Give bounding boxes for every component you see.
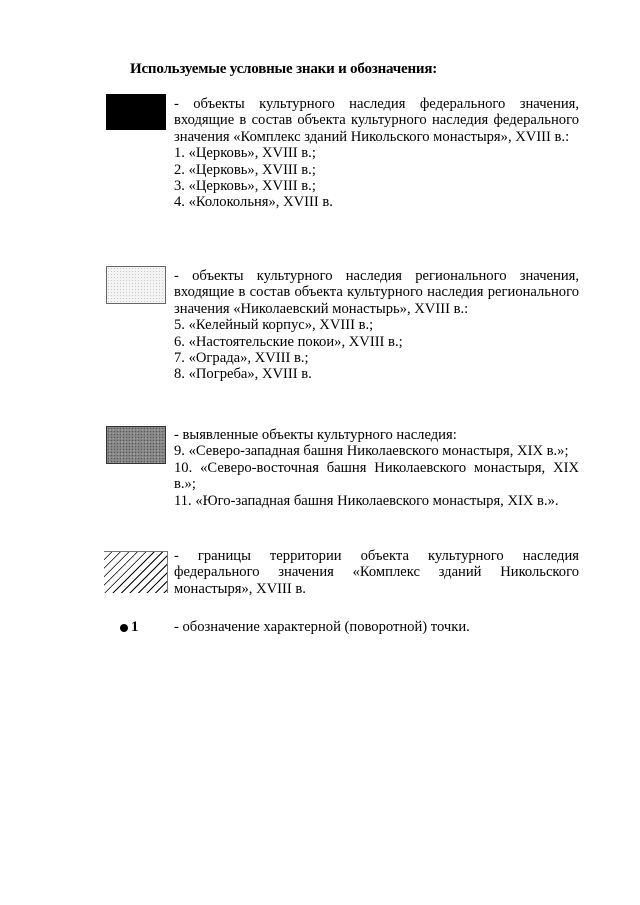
point-description: - обозначение характерной (поворотной) точки.	[174, 619, 470, 635]
legend-regional	[174, 268, 579, 383]
legend-description: - объекты культурного наследия федерального значения, входящие в состав объекта культурного наследия федерального значения «Комплекс зданий Никольского монастыря», XVIII в.:	[174, 96, 579, 145]
legend-item: 8. «Погреба», XVIII в.	[174, 366, 312, 383]
legend-description: - границы территории объекта культурного наследия федерального значения «Комплекс зданий Никольского монастыря», XVIII в.	[174, 548, 579, 597]
legend-item: 7. «Ограда», XVIII в.;	[174, 350, 309, 367]
legend-item: 10. «Северо-восточная башня Николаевского монастыря, XIX в.»;	[174, 459, 579, 493]
point-number: 1	[131, 619, 139, 635]
regional-heritage-swatch	[106, 266, 166, 304]
legend-description: - выявленные объекты культурного наследия:	[174, 427, 457, 443]
legend-item: 9. «Северо-западная башня Николаевского монастыря, XIX в.»;	[174, 443, 569, 460]
legend-item: 1. «Церковь», XVIII в.;	[174, 145, 316, 162]
legend-identified	[174, 427, 579, 509]
point-dot-icon	[120, 624, 128, 632]
legend-description: - объекты культурного наследия регионального значения, входящие в состав объекта культурного наследия регионального значения «Николаевский монастырь», XVIII в.:	[174, 268, 579, 317]
legend-item: 5. «Келейный корпус», XVIII в.;	[174, 317, 374, 334]
turning-point-symbol	[120, 619, 139, 636]
legend-item: 11. «Юго-западная башня Николаевского монастыря, XIX в.».	[174, 492, 559, 509]
federal-heritage-swatch	[106, 94, 166, 130]
territory-boundary-swatch	[104, 551, 168, 593]
legend-item: 2. «Церковь», XVIII в.;	[174, 161, 316, 178]
page-title: Используемые условные знаки и обозначения:	[130, 61, 438, 77]
legend-item: 3. «Церковь», XVIII в.;	[174, 178, 316, 195]
legend-boundary	[174, 548, 579, 597]
legend-item: 6. «Настоятельские покои», XVIII в.;	[174, 333, 403, 350]
legend-federal	[174, 96, 579, 211]
legend-item: 4. «Колокольня», XVIII в.	[174, 194, 333, 211]
identified-heritage-swatch	[106, 426, 166, 464]
